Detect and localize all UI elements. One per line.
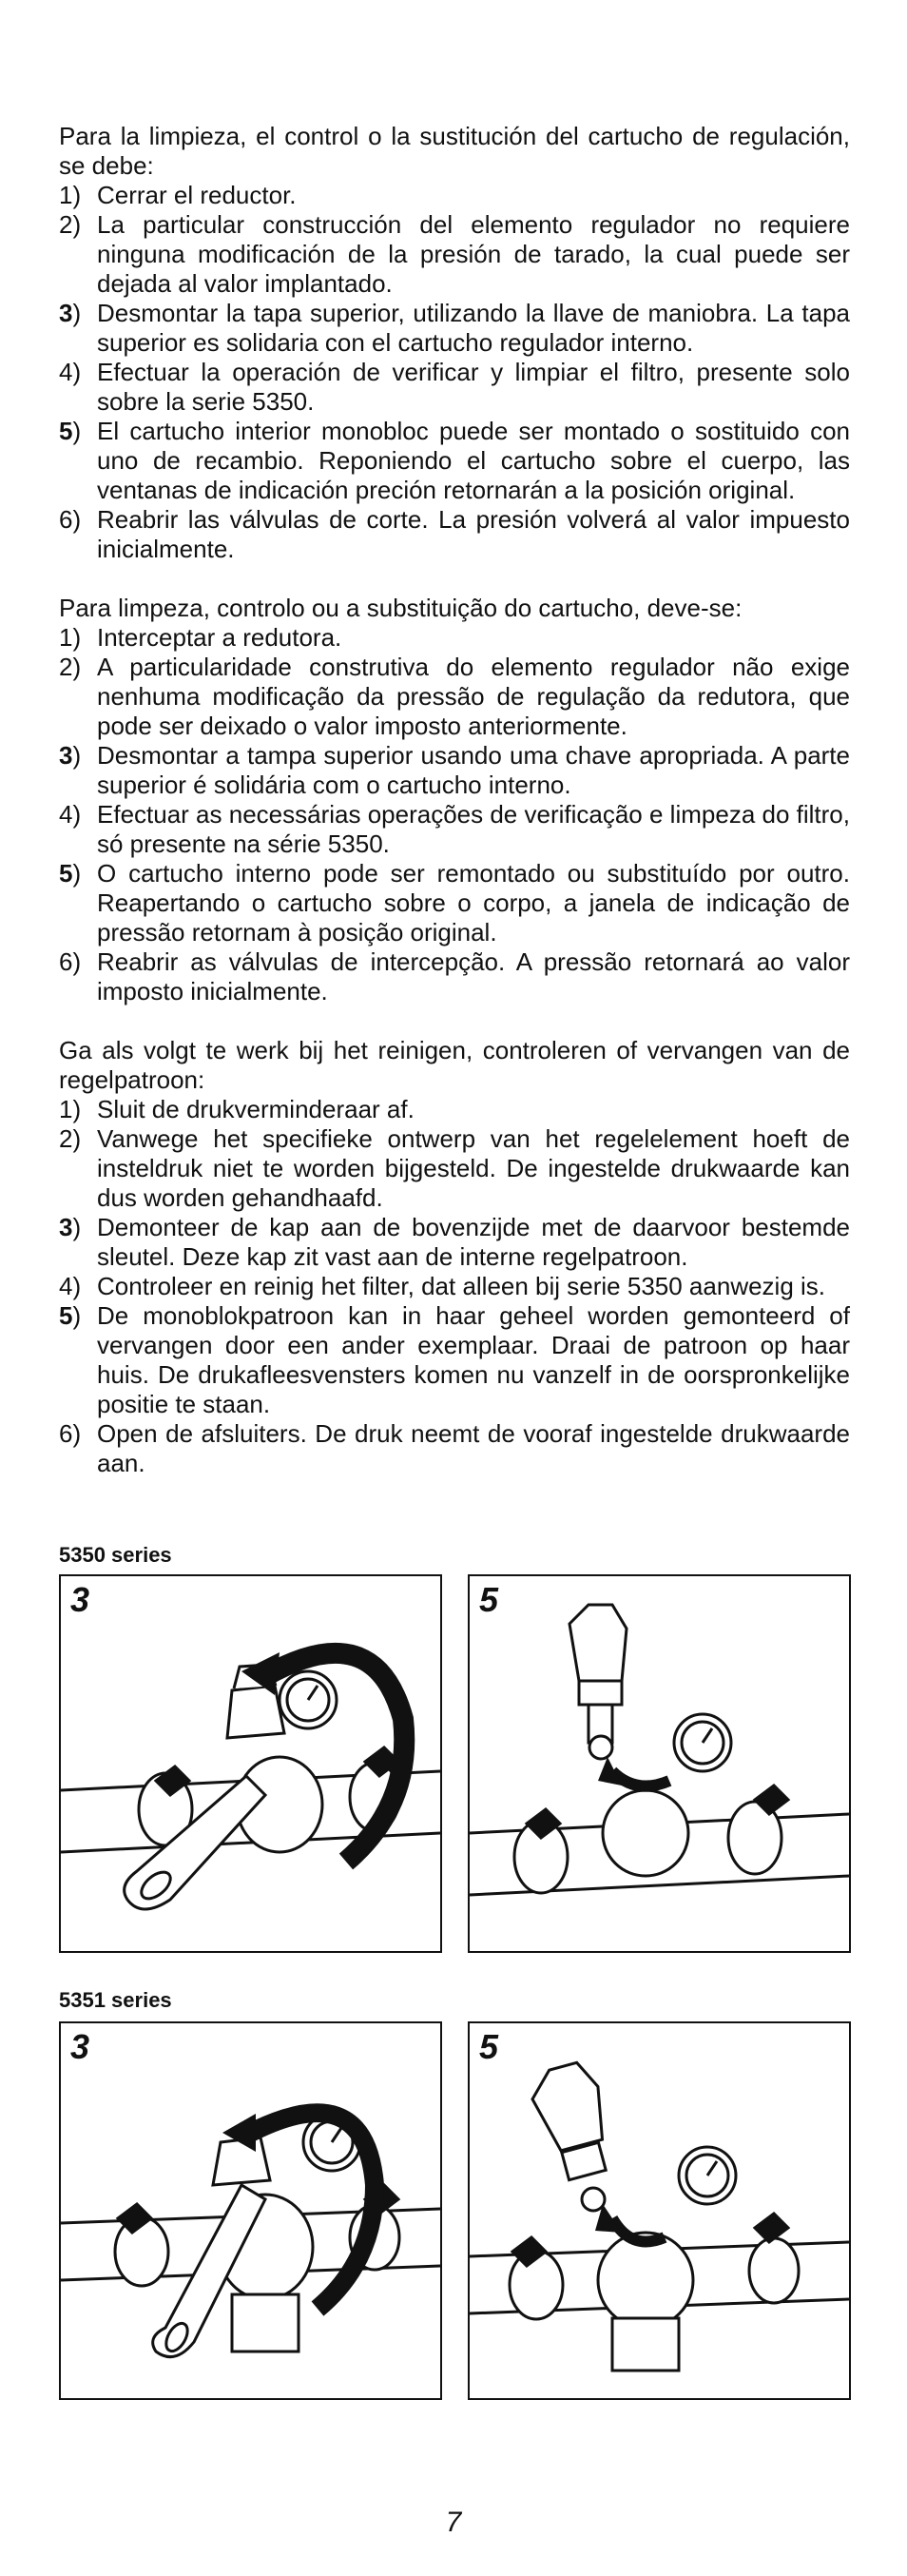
step-item: [59, 1124, 850, 1213]
step-item: [59, 653, 850, 741]
step-number-value: 6: [59, 1419, 73, 1448]
step-3-label: 3: [70, 2027, 90, 2066]
section-intro: Ga als volgt te werk bij het reinigen, controleren of vervangen van de regelpatroon:: [59, 1036, 850, 1094]
step-item: [59, 299, 850, 358]
step-number: 1): [59, 1095, 82, 1123]
page-number: 7: [445, 2507, 462, 2538]
series-5351-title: 5351 series: [59, 1988, 172, 2012]
step-number-value: 5: [59, 417, 73, 445]
step-number: 2): [59, 653, 82, 681]
step-number-value: 1: [59, 1095, 73, 1123]
step-item: [59, 1419, 850, 1478]
step-text: Vanwege het specifieke ontwerp van het regelelement hoeft de insteldruk niet te worden bijgesteld. De ingestelde drukwaarde kan dus worden gehandhaafd.: [97, 1124, 850, 1212]
step-number: 6): [59, 947, 82, 976]
step-text: O cartucho interno pode ser remontado ou substituído por outro. Reapertando o cartucho sobre o corpo, a janela de indicação de pressão retornam à posição original.: [97, 859, 850, 946]
step-item: [59, 417, 850, 505]
step-text: Desmontar a tampa superior usando uma chave apropriada. A parte superior é solidária com o cartucho interno.: [97, 741, 850, 799]
step-number: 3): [59, 299, 82, 327]
step-item: [59, 859, 850, 947]
step-number-value: 3: [59, 741, 73, 770]
step-text: Efectuar la operación de verificar y limpiar el filtro, presente solo sobre la serie 5350.: [97, 358, 850, 416]
step-item: [59, 623, 850, 653]
step-item: [59, 181, 850, 210]
step-item: [59, 1272, 850, 1301]
step-text: Interceptar a redutora.: [97, 623, 342, 652]
step-number: 6): [59, 505, 82, 534]
step-number: 4): [59, 1272, 82, 1300]
step-number: 3): [59, 1213, 82, 1241]
step-text: Open de afsluiters. De druk neemt de vooraf ingestelde drukwaarde aan.: [97, 1419, 850, 1477]
valve-wrench-illustration: [61, 2023, 440, 2398]
step-number-value: 4: [59, 358, 73, 386]
step-text: La particular construcción del elemento regulador no requiere ninguna modificación de la presión de tarado, la cual puede ser dejada al valor implantado.: [97, 210, 850, 298]
step-number-value: 1: [59, 623, 73, 652]
step-number-value: 3: [59, 1213, 73, 1241]
step-number: 4): [59, 358, 82, 386]
figure-5351-step-3: [59, 2021, 442, 2400]
steps-list: [59, 181, 850, 564]
step-item: [59, 800, 850, 859]
step-item: [59, 947, 850, 1006]
step-3-label: 3: [70, 1580, 90, 1619]
figure-5350-step-3: [59, 1574, 442, 1953]
instruction-section: [59, 594, 850, 1006]
step-number: 4): [59, 800, 82, 829]
step-number: 1): [59, 623, 82, 652]
figure-5351-step-5: [468, 2021, 851, 2400]
step-text: De monoblokpatroon kan in haar geheel worden gemonteerd of vervangen door een ander exemplaar. Draai de patroon op haar huis. De drukafleesvensters komen nu vanzelf in de oorspronkelijke positie te staan.: [97, 1301, 850, 1418]
step-item: [59, 505, 850, 564]
document-body: [59, 122, 850, 1508]
step-number: 5): [59, 859, 82, 888]
step-number-value: 3: [59, 299, 73, 327]
step-text: Efectuar as necessárias operações de verificação e limpeza do filtro, só presente na série 5350.: [97, 800, 850, 858]
steps-list: [59, 623, 850, 1006]
step-number: 6): [59, 1419, 82, 1448]
instruction-section: [59, 122, 850, 564]
step-number-value: 1: [59, 181, 73, 209]
step-number: 3): [59, 741, 82, 770]
step-number-value: 4: [59, 800, 73, 829]
steps-list: [59, 1095, 850, 1478]
step-number-value: 4: [59, 1272, 73, 1300]
step-number-value: 6: [59, 947, 73, 976]
step-5-label: 5: [479, 2027, 499, 2066]
step-text: Demonteer de kap aan de bovenzijde met de daarvoor bestemde sleutel. Deze kap zit vast aan de interne regelpatroon.: [97, 1213, 850, 1271]
step-number-value: 2: [59, 653, 73, 681]
series-5350-title: 5350 series: [59, 1543, 172, 1567]
section-intro: Para la limpieza, el control o la sustitución del cartucho de regulación, se debe:: [59, 122, 850, 180]
step-item: [59, 741, 850, 800]
step-number: 2): [59, 210, 82, 239]
step-number-value: 5: [59, 1301, 73, 1330]
step-number: 5): [59, 1301, 82, 1330]
step-number: 2): [59, 1124, 82, 1153]
cartridge-removal-illustration: [470, 2023, 849, 2398]
step-text: Cerrar el reductor.: [97, 181, 297, 209]
step-number-value: 2: [59, 1124, 73, 1153]
step-text: Controleer en reinig het filter, dat alleen bij serie 5350 aanwezig is.: [97, 1272, 826, 1300]
step-5-label: 5: [479, 1580, 499, 1619]
step-text: El cartucho interior monobloc puede ser montado o sostituido con uno de recambio. Reponiendo el cartucho sobre el cuerpo, las ventanas de indicación preción retornarán a la posición original.: [97, 417, 850, 504]
step-text: Sluit de drukverminderaar af.: [97, 1095, 415, 1123]
step-item: [59, 1301, 850, 1419]
step-number-value: 5: [59, 859, 73, 888]
cartridge-removal-illustration: [470, 1576, 849, 1951]
step-text: A particularidade construtiva do elemento regulador não exige nenhuma modificação da pressão de regulação da redutora, que pode ser deixado o valor imposto anteriormente.: [97, 653, 850, 740]
instruction-section: [59, 1036, 850, 1478]
step-number-value: 6: [59, 505, 73, 534]
step-item: [59, 210, 850, 299]
step-item: [59, 1213, 850, 1272]
step-item: [59, 358, 850, 417]
step-number-value: 2: [59, 210, 73, 239]
step-number: 5): [59, 417, 82, 445]
figure-5350-step-5: [468, 1574, 851, 1953]
step-item: [59, 1095, 850, 1124]
step-text: Reabrir las válvulas de corte. La presión volverá al valor impuesto inicialmente.: [97, 505, 850, 563]
step-text: Desmontar la tapa superior, utilizando la llave de maniobra. La tapa superior es solidaria con el cartucho regulador interno.: [97, 299, 850, 357]
section-intro: Para limpeza, controlo ou a substituição do cartucho, deve-se:: [59, 594, 743, 622]
step-text: Reabrir as válvulas de intercepção. A pressão retornará ao valor imposto inicialmente.: [97, 947, 850, 1005]
valve-wrench-illustration: [61, 1576, 440, 1951]
step-number: 1): [59, 181, 82, 209]
